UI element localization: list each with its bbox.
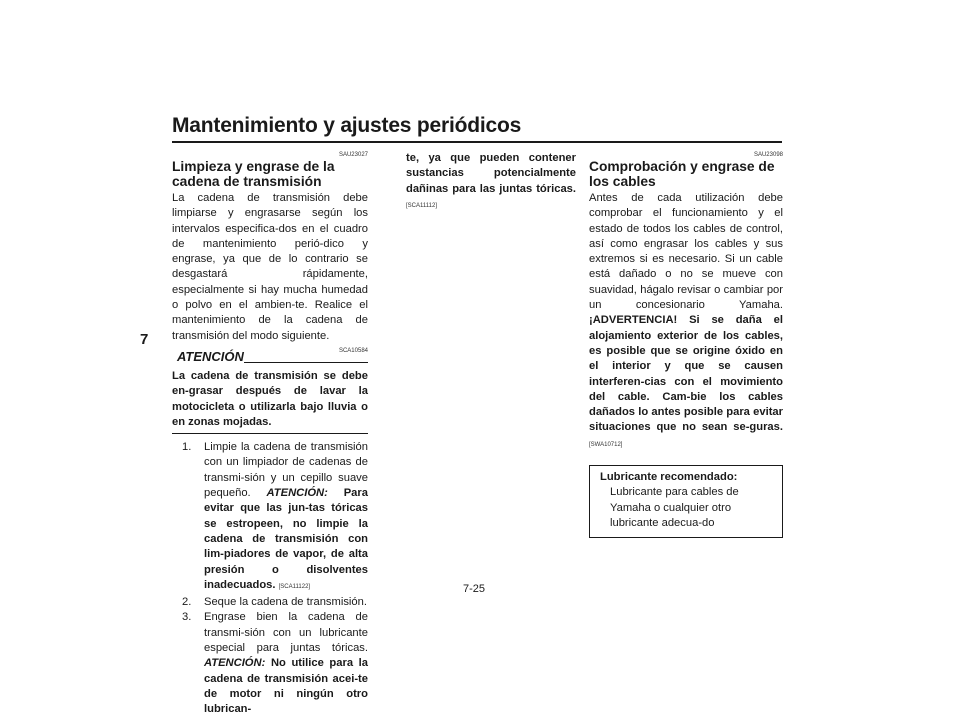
caution-rule xyxy=(244,362,368,363)
cables-paragraph: Antes de cada utilización debe comprobar el funcionamiento y el estado de todos los cables de control, así como engrasar los cables y sus extremos si es necesario. Si un cable está dañado o no se mueve con suavidad, hágalo revisar o cambiar por un concesionario Yamaha. ¡ADVERTENCIA! Si se daña el alojamiento exterior de los cables, es posible que se origine óxido en el interior y que se causen interferen-cias con el movimiento del cable. Cam-bie los cables dañados lo antes posible para evitar situaciones que no sean se-guras. [SWA10712] xyxy=(589,192,783,448)
step-warning-text: No utilice para la cadena de transmisión acei-te de motor ni ningún otro lubrican- xyxy=(204,657,368,716)
left-column xyxy=(172,151,368,718)
title-rule xyxy=(172,141,782,143)
caution-bottom-rule xyxy=(172,433,368,434)
chain-intro-paragraph: La cadena de transmisión debe limpiarse y engrasarse según los intervalos especifica-dos en el cuadro de mantenimiento perió-dico y engrase, ya que de lo contrario se desgastará rápidamente, especialmente si hay mucha humedad o polvo en el ambien-te. Realice el mantenimiento de la cadena de transmisión del modo siguiente. xyxy=(172,192,368,342)
list-item xyxy=(172,595,368,610)
warning-code: [SCA11112] xyxy=(406,202,438,209)
caution-code: SCA10584 xyxy=(338,347,368,354)
page-title: Mantenimiento y ajustes periódicos xyxy=(172,114,522,137)
lubricant-text: Lubricante para cables de Yamaha o cualquier otro lubricante adecua-do xyxy=(610,486,739,529)
step-content: Seque la cadena de transmisión. xyxy=(204,596,367,609)
step-warning-label: ATENCIÓN: xyxy=(266,487,328,500)
cables-warning-text: ¡ADVERTENCIA! Si se daña el alojamiento exterior de los cables, es posible que se origine óxido en el interior y que se causen interferen-cias con el movimiento del cable. Cam-bie los cables dañados lo antes posible para evitar situaciones que no sean se-guras. xyxy=(589,314,783,434)
step-code: [SCA11122] xyxy=(278,583,311,590)
step-warning-label: ATENCIÓN: xyxy=(204,657,266,670)
list-item xyxy=(172,610,368,717)
step-content: Engrase bien la cadena de transmi-sión con un lubricante especial para juntas tóricas. ATENCIÓN: No utilice para la cadena de transmisión acei-te de motor ni ningún otro lubrican- xyxy=(204,611,368,716)
section-code: SAU23098 xyxy=(753,152,783,158)
step-number: 2. xyxy=(182,596,192,609)
caution-text: La cadena de transmisión se debe en-grasar después de lavar la motocicleta o utilizarla bajo lluvia o en zonas mojadas. xyxy=(172,369,368,428)
list-item xyxy=(172,440,368,595)
lubricant-title: Lubricante recomendado: xyxy=(600,471,738,484)
continued-warning-text: te, ya que pueden contener sustancias potencialmente dañinas para las juntas tóricas. [SCA11112] xyxy=(406,152,576,209)
right-column xyxy=(589,151,783,538)
step-number: 3. xyxy=(182,611,192,624)
section-heading-cables: Comprobación y engrase de los cables xyxy=(589,159,775,189)
section-heading-chain: Limpieza y engrase de la cadena de transmisión xyxy=(172,159,335,189)
step-number: 1. xyxy=(182,441,192,454)
step-warning-text: Para evitar que las jun-tas tóricas se estropeen, no limpie la cadena de transmisión con lim-piadores de vapor, de alta presión o disolventes inadecuados. xyxy=(204,487,368,591)
section-code: SAU23027 xyxy=(338,152,368,158)
middle-column xyxy=(406,151,576,214)
caution-label: ATENCIÓN xyxy=(177,348,244,364)
steps-list xyxy=(172,440,368,717)
chapter-tab: 7 xyxy=(140,331,149,348)
caution-header xyxy=(172,349,368,369)
step-content: Limpie la cadena de transmisión con un limpiador de cadenas de transmi-sión y un cepillo suave pequeño. ATENCIÓN: Para evitar que las jun-tas tóricas se estropeen, no limpie la cadena de transmisión con lim-piadores de vapor, de alta presión o disolventes inadecuados. [SCA11122] xyxy=(204,441,368,591)
warning-code: [SWA10712] xyxy=(589,441,623,448)
page-number: 7-25 xyxy=(463,583,486,595)
lubricant-box xyxy=(589,465,783,538)
